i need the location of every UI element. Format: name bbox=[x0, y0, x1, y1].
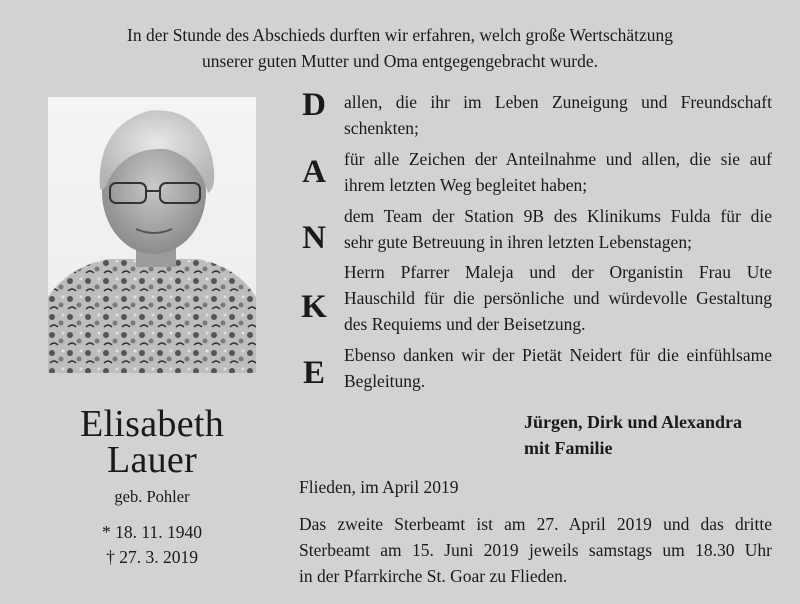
place-date: Flieden, im April 2019 bbox=[299, 477, 459, 497]
entry-line: Begleitung. bbox=[344, 371, 426, 391]
danke-letter-e: E bbox=[302, 355, 325, 391]
intro-line-2: unserer guten Mutter und Oma entgegengebracht wurde. bbox=[201, 51, 599, 71]
deceased-first-name: Elisabeth bbox=[79, 403, 225, 445]
intro-line-1: In der Stunde des Abschieds durften wir erfahren, welch große Wertschätzung bbox=[127, 25, 673, 45]
family-signature bbox=[524, 409, 742, 461]
birth-date: * 18. 11. 1940 bbox=[102, 522, 202, 542]
entry-line: Hauschild für die persönliche und würdevolle Gestaltung bbox=[344, 288, 772, 308]
entry-line: sehr gute Betreuung in ihren letzten Lebenstagen; bbox=[344, 232, 692, 252]
deceased-last-name: Lauer bbox=[106, 439, 198, 481]
entry-line: schenkten; bbox=[344, 118, 419, 138]
danke-letter-n: N bbox=[302, 220, 326, 256]
portrait-photo bbox=[48, 97, 256, 373]
entry-line: allen, die ihr im Leben Zuneigung und Freundschaft bbox=[344, 92, 772, 112]
danke-entry-1 bbox=[344, 89, 772, 141]
entry-line: Ebenso danken wir der Pietät Neidert für die einfühlsame bbox=[344, 345, 772, 365]
danke-entry-5 bbox=[344, 342, 772, 394]
signature-line-2: mit Familie bbox=[524, 438, 613, 458]
entry-line: für alle Zeichen der Anteilnahme und allen, die sie auf bbox=[344, 149, 772, 169]
entry-line: ihrem letzten Weg begleitet haben; bbox=[344, 175, 588, 195]
maiden-name: geb. Pohler bbox=[114, 487, 190, 506]
danke-letter-k: K bbox=[301, 289, 327, 325]
notice-line: Sterbeamt am 15. Juni 2019 jeweils samstags um 18.30 Uhr bbox=[299, 540, 772, 560]
portrait-drawing bbox=[48, 97, 256, 373]
entry-line: dem Team der Station 9B des Klinikums Fulda für die bbox=[344, 206, 772, 226]
signature-line-1: Jürgen, Dirk und Alexandra bbox=[524, 412, 743, 432]
notice-line: in der Pfarrkirche St. Goar zu Flieden. bbox=[299, 566, 568, 586]
danke-letter-a: A bbox=[302, 154, 326, 190]
intro-text bbox=[0, 22, 800, 74]
danke-entry-3 bbox=[344, 203, 772, 255]
danke-entry-2 bbox=[344, 146, 772, 198]
danke-letter-d: D bbox=[302, 87, 326, 123]
requiem-notice bbox=[299, 511, 772, 589]
notice-line: Das zweite Sterbeamt ist am 27. April 2019 und das dritte bbox=[299, 514, 772, 534]
life-dates bbox=[48, 520, 256, 570]
entry-line: des Requiems und der Beisetzung. bbox=[344, 314, 586, 334]
entry-line: Herrn Pfarrer Maleja und der Organistin Frau Ute bbox=[344, 262, 772, 282]
danke-entry-4 bbox=[344, 259, 772, 337]
death-date: † 27. 3. 2019 bbox=[106, 547, 198, 567]
